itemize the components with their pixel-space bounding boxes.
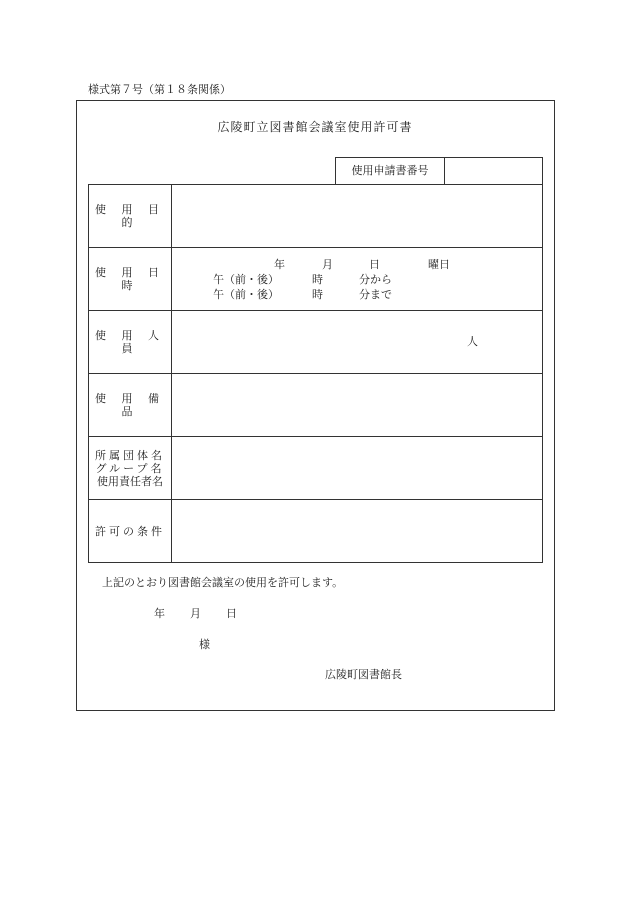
equipment-field[interactable] — [172, 374, 543, 437]
date-day-unit: 日 — [226, 607, 237, 620]
weekday-unit: 曜日 — [428, 258, 450, 271]
table-row — [89, 374, 543, 437]
people-label: 使 用 人 員 — [89, 311, 172, 374]
page-title: 広陵町立図書館会議室使用許可書 — [217, 120, 413, 134]
start-minute-unit: 分から — [359, 273, 392, 286]
table-row — [89, 248, 543, 311]
year-unit: 年 — [274, 258, 285, 271]
end-ampm: 午（前・後） — [213, 288, 279, 301]
people-field[interactable] — [172, 311, 543, 374]
people-unit: 人 — [467, 335, 478, 348]
conditions-field[interactable] — [172, 500, 543, 563]
equipment-label: 使 用 備 品 — [89, 374, 172, 437]
group-label: 所属団体名 グループ名 使用責任者名 — [89, 437, 172, 500]
start-ampm: 午（前・後） — [213, 273, 279, 286]
table-row — [89, 185, 543, 248]
end-minute-unit: 分まで — [359, 288, 392, 301]
datetime-label: 使 用 日 時 — [89, 248, 172, 311]
datetime-field[interactable] — [172, 248, 543, 311]
purpose-label: 使 用 目 的 — [89, 185, 172, 248]
date-year-unit: 年 — [154, 607, 165, 620]
issuer-name: 広陵町図書館長 — [325, 668, 402, 681]
table-row — [89, 500, 543, 563]
application-number-field[interactable] — [444, 157, 543, 185]
permit-table — [88, 184, 543, 563]
application-number-label: 使用申請書番号 — [335, 157, 445, 185]
table-row — [89, 311, 543, 374]
table-row — [89, 437, 543, 500]
permit-statement: 上記のとおり図書館会議室の使用を許可します。 — [102, 576, 344, 589]
date-month-unit: 月 — [190, 607, 201, 620]
purpose-field[interactable] — [172, 185, 543, 248]
form-number: 様式第７号（第１８条関係） — [88, 83, 231, 96]
end-hour-unit: 時 — [312, 288, 323, 301]
addressee-suffix: 様 — [199, 638, 210, 651]
conditions-label: 許可の条件 — [89, 500, 172, 563]
start-hour-unit: 時 — [312, 273, 323, 286]
day-unit: 日 — [369, 258, 380, 271]
group-field[interactable] — [172, 437, 543, 500]
month-unit: 月 — [322, 258, 333, 271]
